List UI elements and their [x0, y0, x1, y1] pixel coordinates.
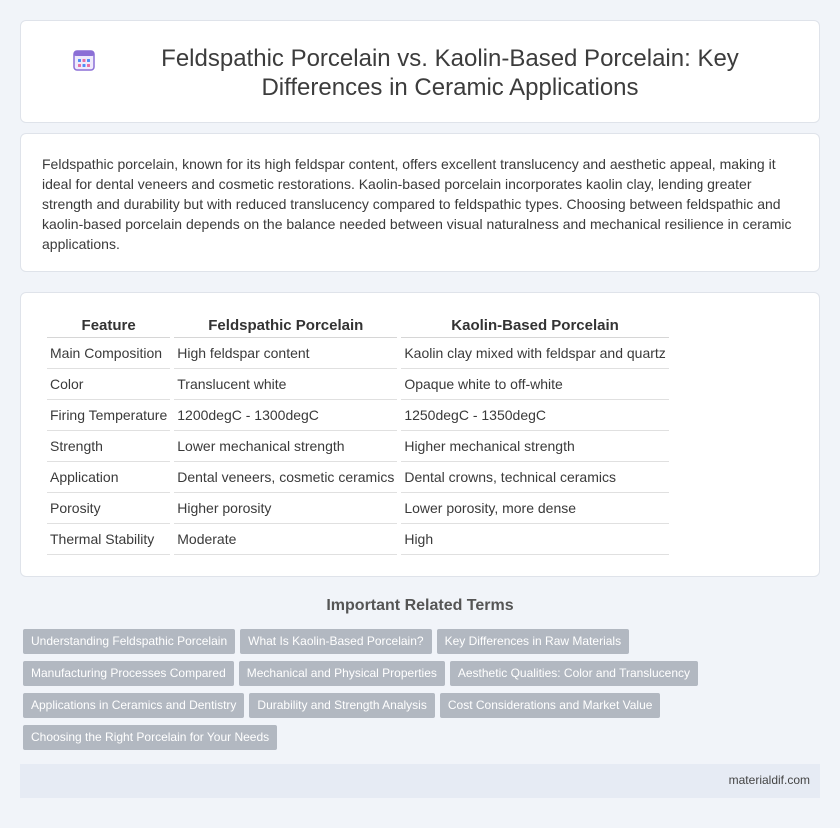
table-cell: Opaque white to off-white [401, 369, 668, 400]
table-cell: Main Composition [47, 338, 170, 369]
header-kaolin: Kaolin-Based Porcelain [401, 315, 668, 338]
related-tag[interactable]: Applications in Ceramics and Dentistry [23, 693, 244, 718]
table-cell: 1200degC - 1300degC [174, 400, 397, 431]
tag-row [23, 661, 743, 693]
related-terms-tags [23, 629, 743, 757]
table-row [47, 338, 669, 369]
comparison-table [43, 315, 673, 555]
table-cell: Strength [47, 431, 170, 462]
related-tag[interactable]: Cost Considerations and Market Value [440, 693, 661, 718]
table-cell: Dental veneers, cosmetic ceramics [174, 462, 397, 493]
header-feldspathic: Feldspathic Porcelain [174, 315, 397, 338]
table-row [47, 524, 669, 555]
comparison-table-card [20, 292, 820, 577]
table-row [47, 400, 669, 431]
related-tag[interactable]: Mechanical and Physical Properties [239, 661, 445, 686]
table-cell: High feldspar content [174, 338, 397, 369]
table-cell: Porosity [47, 493, 170, 524]
related-tag[interactable]: Understanding Feldspathic Porcelain [23, 629, 235, 654]
table-cell: Lower porosity, more dense [401, 493, 668, 524]
table-row [47, 431, 669, 462]
related-tag[interactable]: Aesthetic Qualities: Color and Translucency [450, 661, 698, 686]
header-feature: Feature [47, 315, 170, 338]
table-cell: Translucent white [174, 369, 397, 400]
table-cell: Moderate [174, 524, 397, 555]
footer [20, 764, 820, 798]
related-terms-heading: Important Related Terms [326, 597, 514, 614]
related-tag[interactable]: What Is Kaolin-Based Porcelain? [240, 629, 431, 654]
table-cell: Thermal Stability [47, 524, 170, 555]
related-tag[interactable]: Key Differences in Raw Materials [437, 629, 630, 654]
table-row [47, 369, 669, 400]
table-cell: Application [47, 462, 170, 493]
intro-card [20, 133, 820, 272]
related-tag[interactable]: Choosing the Right Porcelain for Your Needs [23, 725, 277, 750]
tag-row [23, 693, 743, 725]
table-header-row [47, 315, 669, 338]
related-tag[interactable]: Durability and Strength Analysis [249, 693, 434, 718]
table-row [47, 493, 669, 524]
table-cell: 1250degC - 1350degC [401, 400, 668, 431]
tag-row [23, 725, 743, 757]
tag-row [23, 629, 743, 661]
intro-paragraph: Feldspathic porcelain, known for its high feldspar content, offers excellent translucency and aesthetic appeal, making it ideal for dental veneers and cosmetic restorations. Kaolin-based porcelain incorporates kaolin clay, lending greater strength and durability but with reduced translucency compared to feldspathic types. Choosing between feldspathic and kaolin-based porcelain depends on the balance needed between visual naturalness and mechanical resilience in ceramic applications. [42, 156, 792, 252]
table-row [47, 462, 669, 493]
table-cell: Lower mechanical strength [174, 431, 397, 462]
table-cell: Firing Temperature [47, 400, 170, 431]
table-cell: Kaolin clay mixed with feldspar and quartz [401, 338, 668, 369]
table-cell: High [401, 524, 668, 555]
footer-site-link[interactable]: materialdif.com [728, 773, 810, 787]
table-cell: Higher porosity [174, 493, 397, 524]
table-cell: Color [47, 369, 170, 400]
table-cell: Dental crowns, technical ceramics [401, 462, 668, 493]
table-cell: Higher mechanical strength [401, 431, 668, 462]
related-tag[interactable]: Manufacturing Processes Compared [23, 661, 234, 686]
page-title: Feldspathic Porcelain vs. Kaolin-Based Porcelain: Key Differences in Ceramic Applications [161, 45, 739, 101]
title-card [20, 20, 820, 123]
